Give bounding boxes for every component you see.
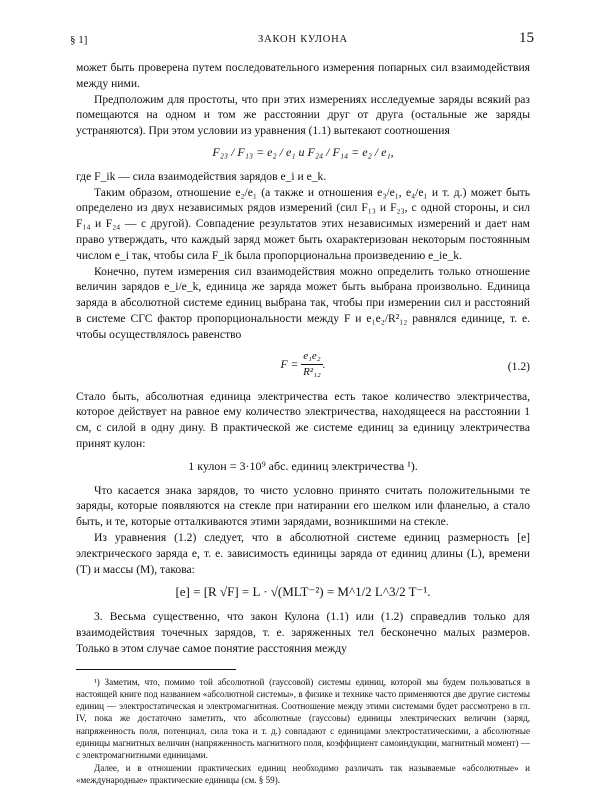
footnotes <box>76 676 530 786</box>
equation-fraction <box>301 349 322 382</box>
equation-1-2: F = $\frac{\text{e₁e₂}}{\text{R²₁₂}}$ . (1.2) <box>76 349 530 383</box>
paragraph: Предположим для простоты, что при этих измерениях исследуемые заряды всякий раз помещаются на одном и том же расстоянии друг от друга (остальные же заряды устраняются). При этом условии из уравнения (1.1) вытекают соотношения <box>76 92 530 139</box>
running-title: ЗАКОН КУЛОНА <box>76 34 530 45</box>
page-number: 15 <box>519 30 534 47</box>
fraction-denominator: R²₁₂ <box>301 365 322 381</box>
paragraph: Конечно, путем измерения сил взаимодействия можно определить только отношение величин зарядов e_i/e_k, единица же заряда может быть выбрана произвольно. Единица заряда в абсолютной системе единиц выбрана так, чтобы при измерении сил и расстояний в системе СГС фактор пропорциональности между F и e₁e₂/R²₁₂ равнялся единице, т. е. чтобы осуществлялось равенство <box>76 264 530 343</box>
equation-dimension: [e] = [R √F] = L · √(MLT⁻²) = M^1/2 L^3/2 T⁻¹. <box>76 584 530 600</box>
equation-coulomb: 1 кулон = 3·10⁹ абс. единиц электричества ¹). <box>76 459 530 475</box>
paragraph: Что касается знака зарядов, то чисто условно принято считать положительными те заряды, которые появляются на стекле при натирании его шелком или фланелью, а стало быть, и те, которые отталкиваются этими зарядами, возникшими на стекле. <box>76 483 530 530</box>
footnote: ¹) Заметим, что, помимо той абсолютной (гауссовой) системы единиц, которой мы будем пользоваться в настоящей книге под названием «абсолютной системы», в физике и технике часто применяются две другие системы единиц — электростатическая и электромагнитная. Соотношение между этими системами будет рассмотрено в гл. IV, пока же достаточно заметить, что абсолютные (гауссовы) единицы электрических величин (заряд, напряженность поля, потенциал, сила тока и т. д.) совпадают с единицами электростатическими, а абсолютные единицы магнитных величин (напряженность магнитного поля, коэффициент самоиндукции, магнитный момент) — с электромагнитными единицами. <box>76 676 530 762</box>
paragraph: 3. Весьма существенно, что закон Кулона (1.1) или (1.2) справедлив только для взаимодействия точечных зарядов, т. е. заряженных тел бесконечно малых размеров. Только в этом случае самое понятие расстояния между <box>76 609 530 656</box>
paragraph: Из уравнения (1.2) следует, что в абсолютной системе единиц размерность [e] электрического заряда e, т. е. зависимость единицы заряда от единиц длины (L), времени (T) и массы (M), такова: <box>76 530 530 577</box>
paragraph: может быть проверена путем последовательного измерения попарных сил взаимодействия между ними. <box>76 60 530 92</box>
equation-number: (1.2) <box>508 359 530 375</box>
equation-ratios: F₂₃ / F₁₃ = e₂ / e₁ и F₂₄ / F₁₄ = e₂ / e₁, <box>76 145 530 161</box>
fraction-numerator: e₁e₂ <box>301 349 322 366</box>
running-header <box>76 30 530 50</box>
paragraph: Таким образом, отношение e₂/e₁ (а также и отношения e₃/e₁, e₄/e₁ и т. д.) может быть определено из двух независимых рядов измерений (сил F₁₃ и F₂₃, с одной стороны, и сил F₁₄ и F₂₄ — с другой). Совпадение результатов этих независимых измерений и дает нам право утверждать, что каждый заряд может быть охарактеризован некоторым постоянным числом e_i так, чтобы сила F_ik была пропорциональна произведению e_ie_k. <box>76 185 530 264</box>
paragraph: где F_ik — сила взаимодействия зарядов e_i и e_k. <box>76 169 530 185</box>
section-marker: § 1] <box>70 34 87 46</box>
footnote: Далее, и в отношении практических единиц необходимо различать так называемые «абсолютные» и «международные» практические единицы (см. § 59). <box>76 762 530 786</box>
footnote-rule <box>76 669 236 670</box>
paragraph: Стало быть, абсолютная единица электричества есть такое количество электричества, которое действует на равное ему количество электричества, находящееся на расстоянии 1 см, с силой в одну дину. В практической же системе единиц за единицу электричества принят кулон: <box>76 389 530 452</box>
book-page <box>76 30 530 786</box>
equation-lhs: F = <box>280 358 298 371</box>
main-text <box>76 60 530 786</box>
